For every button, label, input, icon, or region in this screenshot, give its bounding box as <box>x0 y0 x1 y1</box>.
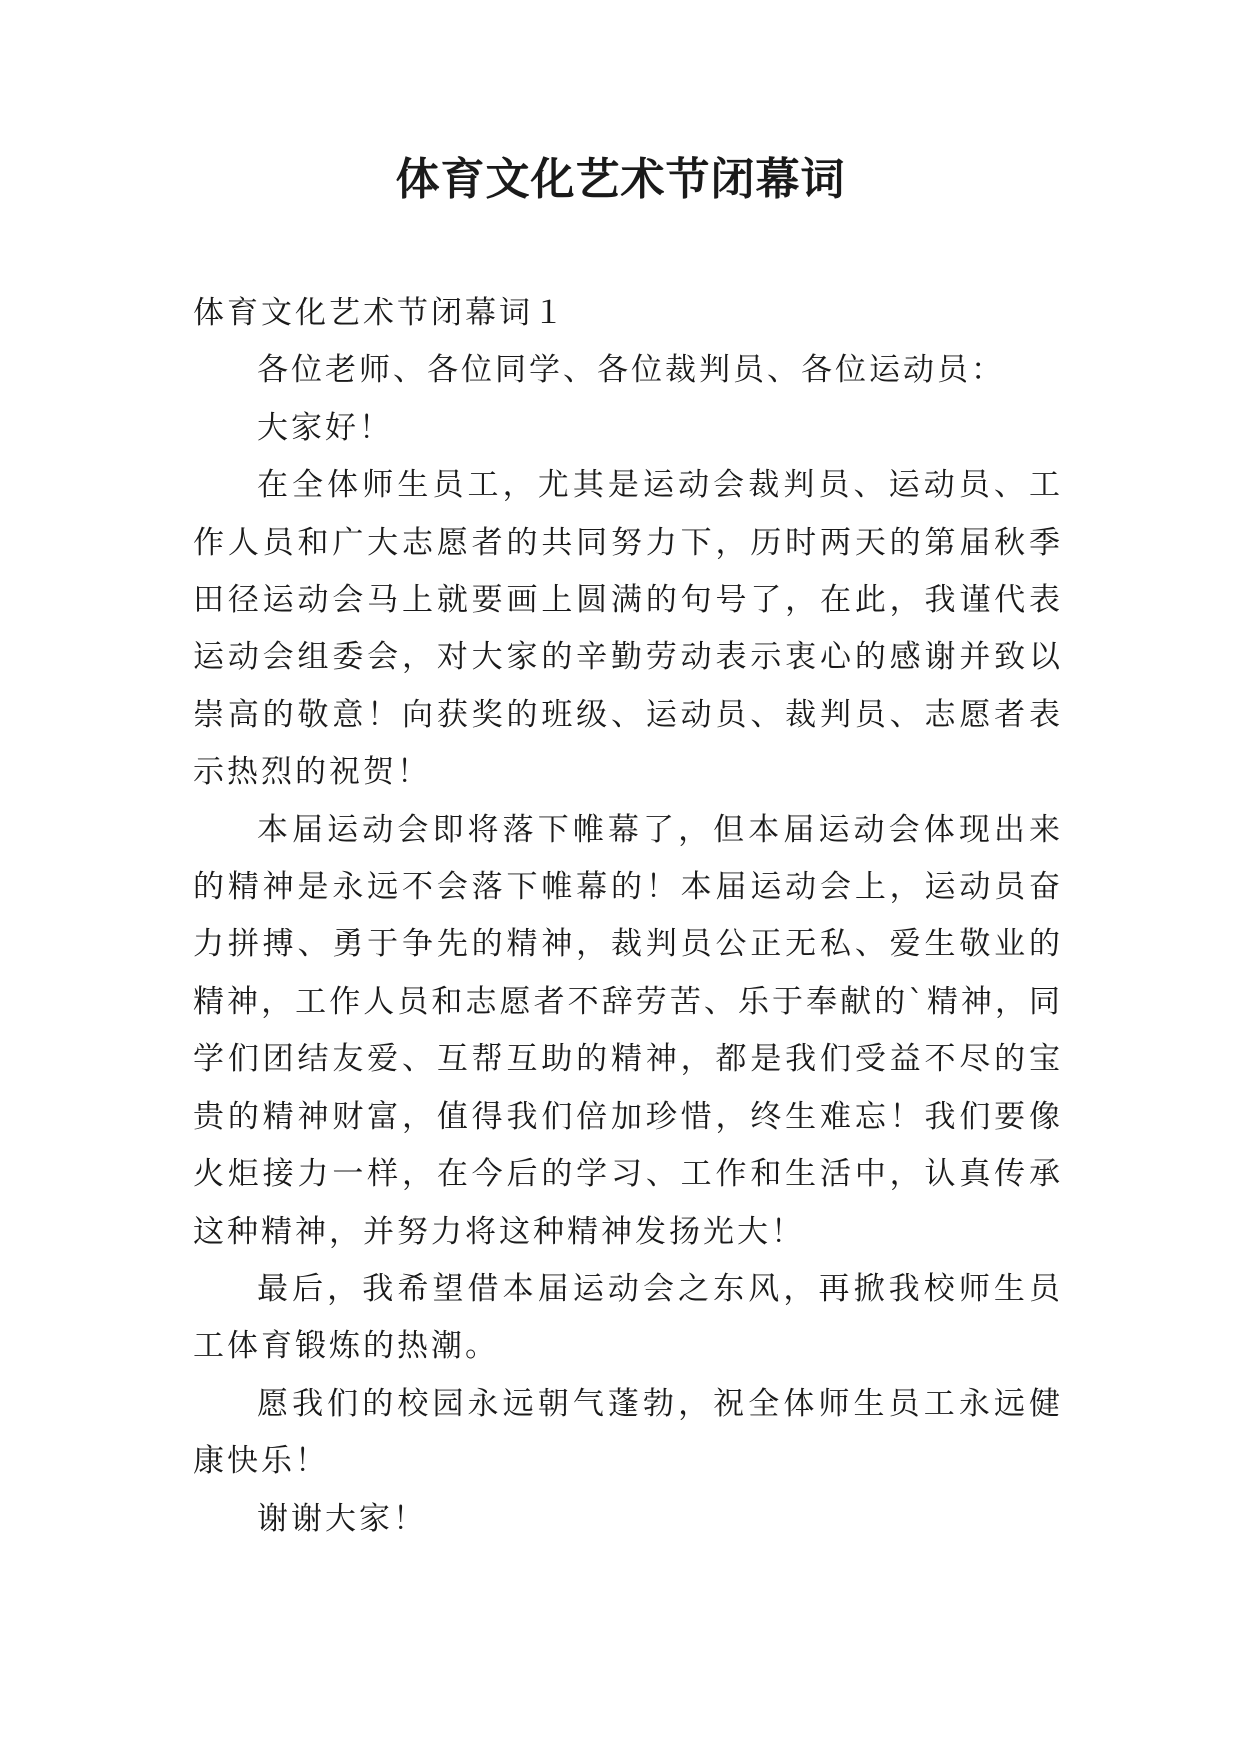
paragraph-spirit: 本届运动会即将落下帷幕了，但本届运动会体现出来的精神是永远不会落下帷幕的！本届运动会上，运动员奋力拼搏、勇于争先的精神，裁判员公正无私、爱生敬业的精神，工作人员和志愿者不辞劳苦、乐于奉献的`精神，同学们团结友爱、互帮互助的精神，都是我们受益不尽的宝贵的精神财富，值得我们倍加珍惜，终生难忘！我们要像火炬接力一样，在今后的学习、工作和生活中，认真传承这种精神，并努力将这种精神发扬光大！ <box>193 811 1063 1250</box>
document-title: 体育文化艺术节闭幕词 <box>395 154 846 205</box>
paragraph-wishes: 愿我们的校园永远朝气蓬勃，祝全体师生员工永远健康快乐！ <box>193 1385 1063 1480</box>
paragraph-thanks: 在全体师生员工，尤其是运动会裁判员、运动员、工作人员和广大志愿者的共同努力下，历时两天的第届秋季田径运动会马上就要画上圆满的句号了，在此，我谨代表运动会组委会，对大家的辛勤劳动表示衷心的感谢并致以崇高的敬意！向获奖的班级、运动员、裁判员、志愿者表示热烈的祝贺！ <box>193 467 1063 791</box>
paragraph-hope: 最后，我希望借本届运动会之东风，再掀我校师生员工体育锻炼的热潮。 <box>193 1270 1063 1365</box>
paragraph-greeting-audience: 各位老师、各位同学、各位裁判员、各位运动员： <box>257 352 1005 389</box>
section-heading: 体育文化艺术节闭幕词１ <box>193 295 567 331</box>
document-body <box>193 285 1063 1548</box>
paragraph-hello: 大家好！ <box>257 409 393 446</box>
paragraph-closing: 谢谢大家！ <box>257 1500 427 1537</box>
